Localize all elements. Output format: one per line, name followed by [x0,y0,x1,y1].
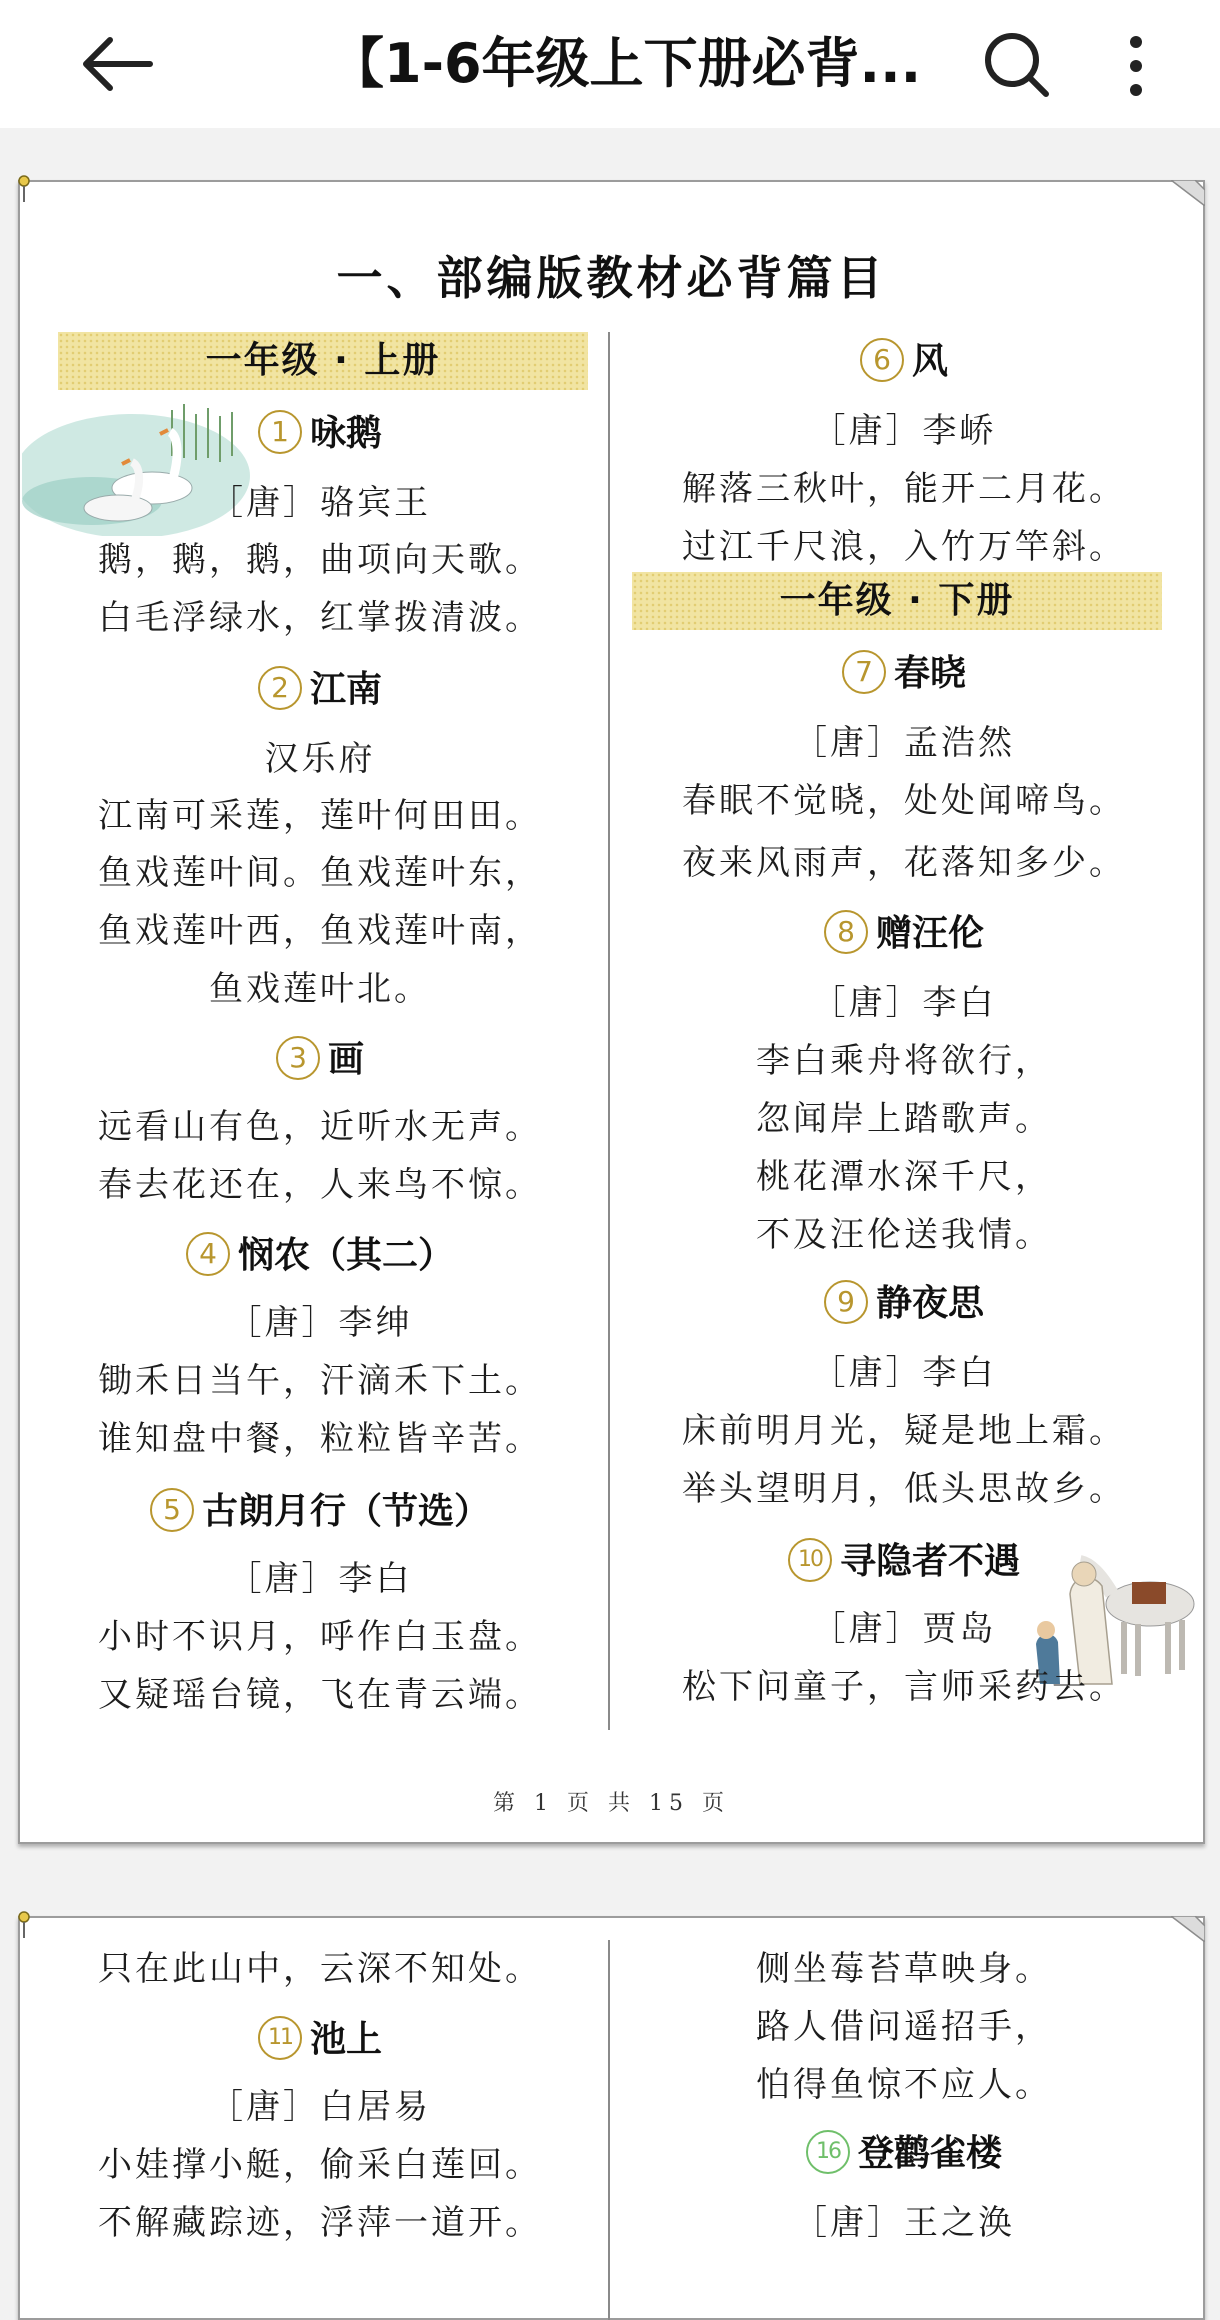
poem-title [40,664,600,716]
poem-line: 又疑瑶台镜，飞在青云端。 [98,1675,542,1715]
poem-line: 鱼戏莲叶西，鱼戏莲叶南， [98,911,542,951]
poem-title-text: 静夜思 [875,1283,984,1324]
poem-line: 鱼戏莲叶间。鱼戏莲叶东， [98,853,542,893]
poem-title-text: 悯农（其二） [237,1235,454,1276]
poem-author: ［唐］李白 [811,983,997,1023]
poem-number-badge: 7 [842,650,886,694]
poem-author: ［唐］孟浩然 [793,723,1015,763]
poem-title-text: 春晓 [893,653,966,694]
back-button[interactable] [80,34,156,94]
poem-line: 江南可采莲，莲叶何田田。 [98,796,542,836]
grade-section-header: 一年级 · 上册 [58,332,588,390]
poem-author: ［唐］骆宾王 [209,483,431,523]
more-vertical-icon [1116,30,1156,100]
poem-title-text: 登鹳雀楼 [857,2133,1002,2174]
poem-title [40,1230,600,1282]
poem-title-text: 古朗月行（节选） [201,1491,490,1532]
poem-line: 小娃撑小艇，偷采白莲回。 [98,2145,542,2185]
poem-number-badge: 8 [824,910,868,954]
poem-line: 小时不识月，呼作白玉盘。 [98,1617,542,1657]
poem-number-badge: 5 [150,1488,194,1532]
poem-title-text: 池上 [309,2019,382,2060]
poem-title [624,336,1184,388]
poem-author: ［唐］贾岛 [811,1609,997,1649]
poem-line: 李白乘舟将欲行， [756,1041,1052,1081]
document-page-1[interactable] [18,180,1205,1844]
poem-title-text: 画 [327,1039,364,1080]
poem-number-badge: 3 [276,1036,320,1080]
poem-line: 谁知盘中餐，粒粒皆辛苦。 [98,1419,542,1459]
poem-author: ［唐］李绅 [227,1303,413,1343]
poem-title [624,2128,1184,2180]
poem-line: 桃花潭水深千尺， [756,1157,1052,1197]
arrow-left-icon [80,34,156,94]
poem-number-badge: 10 [788,1538,832,1582]
poem-line: 过江千尺浪，入竹万竿斜。 [682,527,1126,567]
page-heading: 一、部编版教材必背篇目 [336,251,887,305]
poem-title [624,1536,1184,1588]
poem-line: 怕得鱼惊不应人。 [756,2065,1052,2105]
pin-icon [14,174,34,204]
poem-number-badge: 16 [806,2130,850,2174]
poem-author: 汉乐府 [264,739,376,779]
poem-line: 春去花还在，人来鸟不惊。 [98,1165,542,1205]
poem-line: 鱼戏莲叶北。 [209,969,431,1009]
poem-line: 床前明月光，疑是地上霜。 [682,1411,1126,1451]
poem-title-text: 赠汪伦 [875,913,984,954]
poem-line: 夜来风雨声，花落知多少。 [682,843,1126,883]
poem-author: ［唐］李白 [811,1353,997,1393]
poem-line: 鹅，鹅，鹅，曲项向天歌。 [98,540,542,580]
column-divider [608,1940,610,2320]
poem-author: ［唐］李峤 [811,411,997,451]
poem-line: 锄禾日当午，汗滴禾下土。 [98,1361,542,1401]
page-curl-icon [1171,180,1205,206]
poem-title [40,408,600,460]
page-curl-icon [1171,1916,1205,1942]
app-bar [0,0,1220,128]
poem-line: 侧坐莓苔草映身。 [756,1949,1052,1989]
search-button[interactable] [982,30,1052,100]
poem-line: 松下问童子，言师采药去。 [682,1667,1126,1707]
grade-section-header: 一年级 · 下册 [632,572,1162,630]
poem-number-badge: 6 [860,338,904,382]
poem-title-text: 咏鹅 [309,413,382,454]
poem-line: 远看山有色，近听水无声。 [98,1107,542,1147]
poem-author: ［唐］李白 [227,1559,413,1599]
poem-number-badge: 11 [258,2016,302,2060]
pin-icon [14,1910,34,1940]
poem-title [624,648,1184,700]
poem-title-text: 江南 [309,669,382,710]
poem-title [40,2014,600,2066]
poem-line: 路人借问遥招手， [756,2007,1052,2047]
poem-title-text: 寻隐者不遇 [839,1541,1020,1582]
poem-title [40,1034,600,1086]
poem-line: 只在此山中，云深不知处。 [98,1949,542,1989]
poem-line: 不及汪伦送我情。 [756,1215,1052,1255]
poem-line: 白毛浮绿水，红掌拨清波。 [98,598,542,638]
column-divider [608,332,610,1730]
poem-line: 忽闻岸上踏歌声。 [756,1099,1052,1139]
poem-author: ［唐］白居易 [209,2087,431,2127]
poem-author: ［唐］王之涣 [793,2203,1015,2243]
poem-number-badge: 9 [824,1280,868,1324]
document-page-2[interactable] [18,1916,1205,2320]
poem-title [624,1278,1184,1330]
poem-number-badge: 1 [258,410,302,454]
poem-line: 解落三秋叶，能开二月花。 [682,469,1126,509]
search-icon [982,30,1052,100]
page-number-footer: 第 1 页 共 15 页 [493,1791,730,1816]
poem-number-badge: 4 [186,1232,230,1276]
poem-number-badge: 2 [258,666,302,710]
poem-line: 举头望明月，低头思故乡。 [682,1469,1126,1509]
document-title: 【1-6年级上下册必背... [330,32,922,95]
more-options-button[interactable] [1116,30,1156,100]
poem-line: 春眠不觉晓，处处闻啼鸟。 [682,781,1126,821]
poem-line: 不解藏踪迹，浮萍一道开。 [98,2203,542,2243]
poem-title-text: 风 [911,341,948,382]
poem-title [40,1486,600,1538]
poem-title [624,908,1184,960]
